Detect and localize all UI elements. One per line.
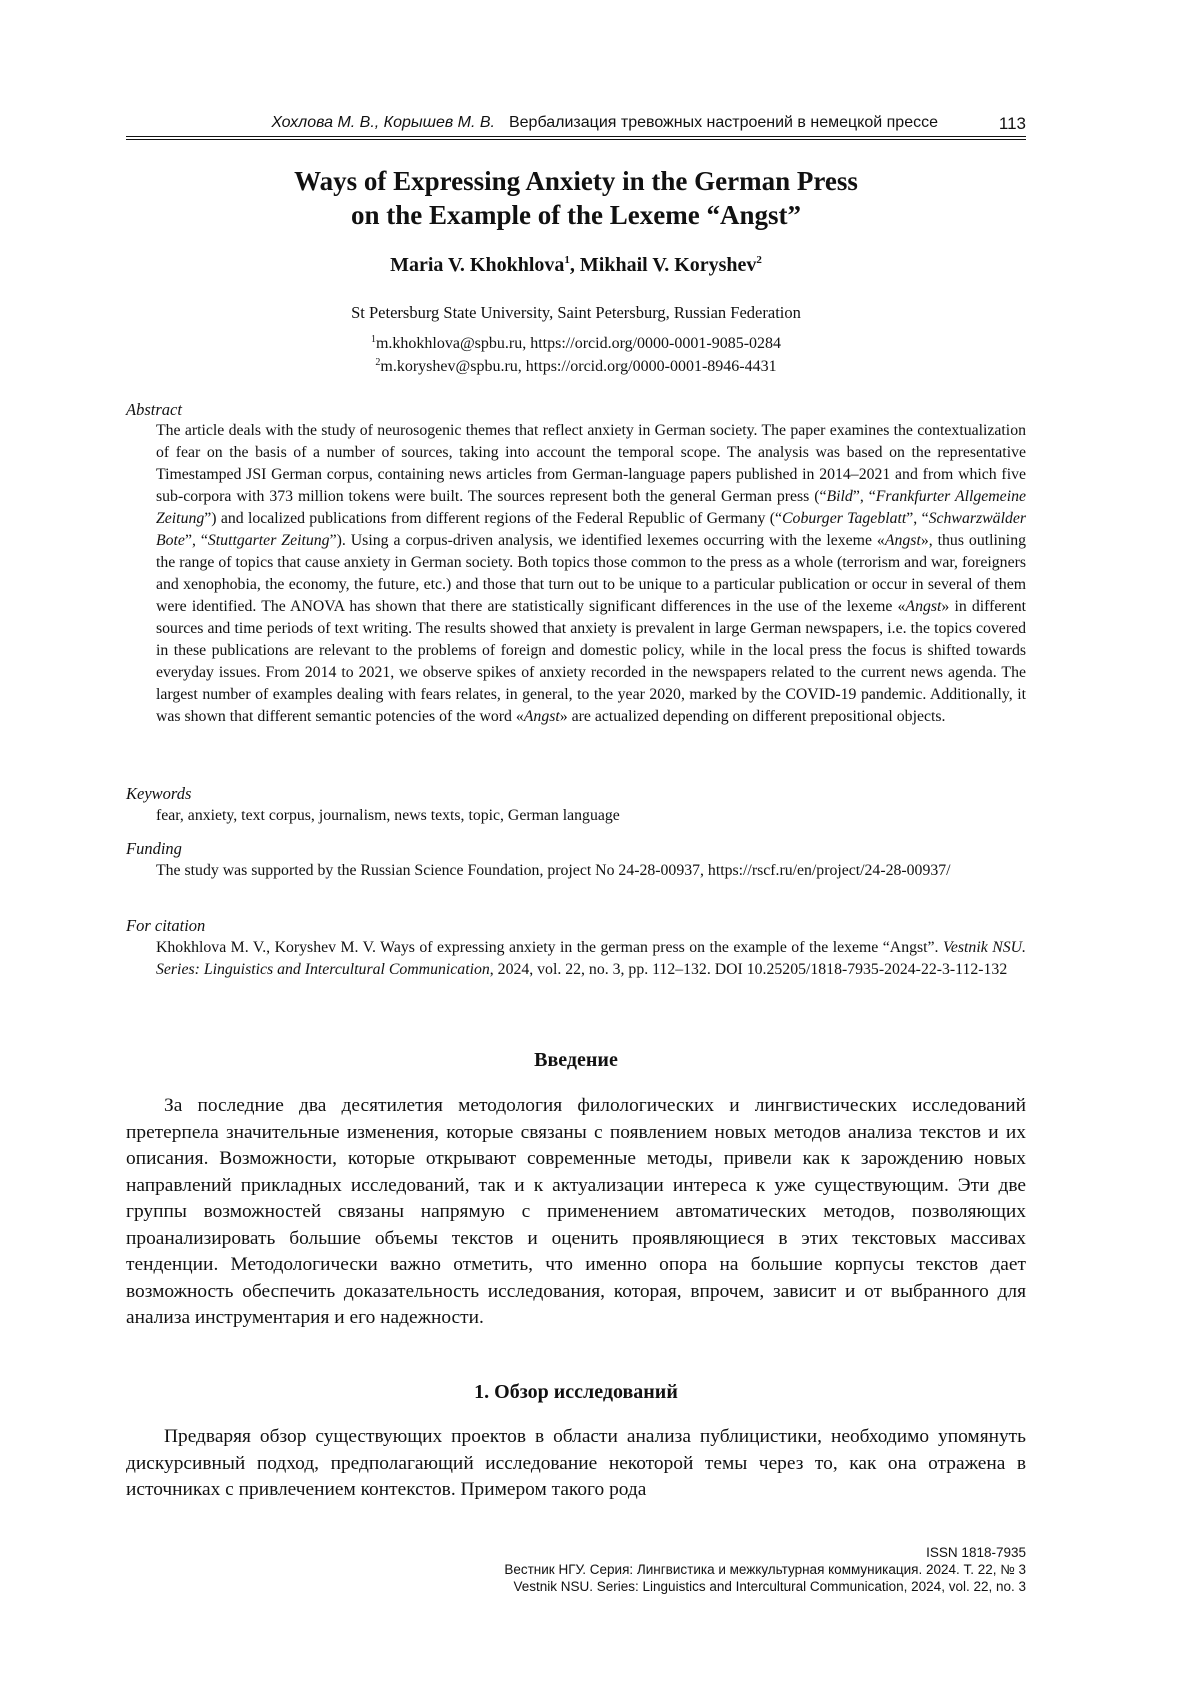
footer-journal-en: Vestnik NSU. Series: Linguistics and Intercultural Communication, 2024, vol. 22, no. 3: [513, 1579, 1026, 1594]
page-footer: [126, 1544, 1026, 1595]
abstract-text: The article deals with the study of neurosogenic themes that reflect anxiety in German society. The paper examines the contextualization of fear on the basis of a number of sources, taking into account the temporal scope. The analysis was based on the representative Timestamped JSI German corpus, containing news articles from German-language papers published in 2014–2021 and from which five sub-corpora with 373 million tokens were built. The sources represent both the general German press (“Bild”, “Frankfurter Allgemeine Zeitung”) and localized publications from different regions of the Federal Republic of Germany (“Coburger Tageblatt”, “Schwarzwälder Bote”, “Stuttgarter Zeitung”). Using a corpus-driven analysis, we identified lexemes occurring with the lexeme «Angst», thus outlining the range of topics that cause anxiety in German society. Both topics those common to the press as a whole (terrorism and war, foreigners and xenophobia, the economy, the future, etc.) and those that turn out to be unique to a particular publication or occur in several of them were identified. The ANOVA has shown that there are statistically significant differences in the use of the lexeme «Angst» in different sources and time periods of text writing. The results showed that anxiety is prevalent in large German newspapers, i.e. the topics covered in these publications are relevant to the problems of foreign and domestic policy, while in the local press the focus is shifted towards everyday issues. From 2014 to 2021, we observe spikes of anxiety recorded in the newspapers related to the current news agenda. The largest number of examples dealing with fears relates, in general, to the year 2020, marked by the COVID-19 pandemic. Additionally, it was shown that different semantic potencies of the word «Angst» are actualized depending on different prepositional objects.: [156, 422, 1027, 725]
contact-line: m.khokhlova@spbu.ru, https://orcid.org/0000-0001-9085-0284: [375, 335, 782, 352]
author-contact: [126, 357, 1026, 376]
article-title-line-1: Ways of Expressing Anxiety in the German Press: [294, 166, 858, 196]
header-rule-bottom: [126, 139, 1026, 140]
footer-journal-ru: Вестник НГУ. Серия: Лингвистика и межкультурная коммуникация. 2024. Т. 22, № 3: [504, 1562, 1026, 1577]
page-number: 113: [998, 114, 1026, 133]
footer-issn: ISSN 1818-7935: [926, 1545, 1026, 1560]
article-title: [126, 164, 1026, 232]
funding-label: Funding: [126, 839, 182, 858]
author-superscript: 1: [564, 254, 570, 266]
affiliation: St Petersburg State University, Saint Petersburg, Russian Federation: [351, 303, 801, 322]
author-name: Mikhail V. Koryshev: [579, 254, 757, 276]
running-header-title: Вербализация тревожных настроений в немецкой прессе: [508, 114, 938, 131]
author-list: Maria V. Khokhlova$^1$, Mikhail V. Koryshev$^2$: [390, 254, 762, 276]
contact-superscript: 1: [370, 334, 376, 345]
funding-text: The study was supported by the Russian Science Foundation, project No 24-28-00937, https://rscf.ru/en/project/24-28-00937/: [156, 862, 951, 879]
citation-journal: Vestnik NSU. Series: Linguistics and Intercultural Communication: [156, 939, 1026, 978]
contact-line: m.koryshev@spbu.ru, https://orcid.org/0000-0001-8946-4431: [380, 358, 777, 375]
author-contact: [126, 334, 1026, 353]
author-superscript: 2: [756, 254, 762, 266]
contact-superscript: 2: [375, 357, 381, 368]
running-header-authors: Хохлова М. В., Корышев М. В.: [271, 114, 495, 131]
article-title-line-2: on the Example of the Lexeme “Angst”: [351, 200, 801, 230]
section-heading-review: 1. Обзор исследований: [474, 1381, 678, 1403]
section-heading-introduction: Введение: [534, 1049, 618, 1071]
citation-label: For citation: [126, 916, 206, 935]
abstract-label: Abstract: [126, 400, 182, 419]
citation-text: Khokhlova M. V., Koryshev M. V. Ways of expressing anxiety in the german press on the example of the lexeme “Angst”. Vestnik NSU. Series: Linguistics and Intercultural Communication, 2024, vol. 22, no. 3, pp. 112–132. DOI 10.25205/1818-7935-2024-22-3-112-132: [156, 939, 1026, 978]
keywords-label: Keywords: [126, 784, 192, 803]
header-rule-top: [126, 136, 1026, 137]
review-paragraph: Предваряя обзор существующих проектов в области анализа публицистики, необходимо упомянуть дискурсивный подход, предполагающий исследование некоторой темы через то, как она отражена в источниках с привлечением контекстов. Примером такого рода: [126, 1426, 1026, 1500]
running-header: [126, 111, 1026, 139]
introduction-paragraph: За последние два десятилетия методология филологических и лингвистических исследований претерпела значительные изменения, которые связаны с появлением новых методов анализа текстов и их описания. Возможности, которые открывают современные методы, привели как к зарождению новых направлений прикладных исследований, так и к актуализации интереса к уже существующим. Эти две группы возможностей связаны напрямую с применением автоматических методов, позволяющих проанализировать большие объемы текстов и оценить проявляющиеся в этих текстовых массивах тенденции. Методологически важно отметить, что именно опора на большие корпусы текстов дает возможность обеспечить доказательность исследования, которая, впрочем, зависит и от выбранного для анализа инструментария и его надежности.: [126, 1095, 1026, 1328]
author-name: Maria V. Khokhlova: [390, 254, 565, 276]
keywords-text: fear, anxiety, text corpus, journalism, news texts, topic, German language: [156, 807, 620, 824]
